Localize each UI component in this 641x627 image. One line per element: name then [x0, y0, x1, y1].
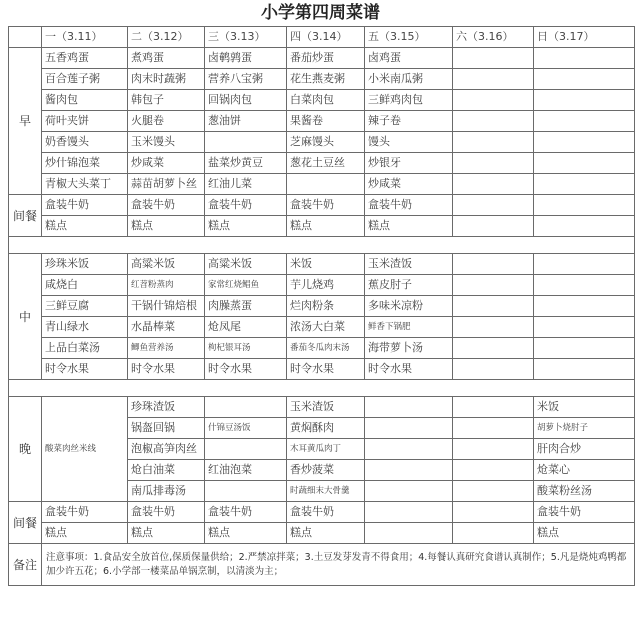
- menu-cell: 煮鸡蛋: [128, 48, 205, 69]
- menu-cell: [534, 69, 635, 90]
- menu-cell: [534, 111, 635, 132]
- menu-cell: 糕点: [128, 216, 205, 237]
- menu-cell: [453, 296, 534, 317]
- menu-cell: 五香鸡蛋: [42, 48, 128, 69]
- menu-cell: 时令水果: [205, 359, 287, 380]
- menu-cell: [365, 523, 453, 544]
- menu-cell: 盒装牛奶: [287, 502, 365, 523]
- menu-cell: 鲜香下锅肥: [365, 317, 453, 338]
- menu-cell: 时令水果: [42, 359, 128, 380]
- menu-cell: 盒装牛奶: [534, 502, 635, 523]
- menu-cell: [534, 216, 635, 237]
- menu-cell: 高粱米饭: [128, 254, 205, 275]
- menu-cell: [534, 338, 635, 359]
- menu-cell: 糕点: [42, 523, 128, 544]
- menu-cell: 红油儿菜: [205, 174, 287, 195]
- lunch-row: [9, 275, 635, 296]
- snack_pm-row: [9, 523, 635, 544]
- menu-cell: 香炒菠菜: [287, 460, 365, 481]
- menu-cell: 酱肉包: [42, 90, 128, 111]
- menu-cell: 荷叶夹饼: [42, 111, 128, 132]
- menu-cell: 糕点: [128, 523, 205, 544]
- menu-cell: 玉米渣饭: [287, 397, 365, 418]
- menu-cell: 盒装牛奶: [287, 195, 365, 216]
- weekly-menu-table: [8, 26, 635, 586]
- menu-cell: 盒装牛奶: [42, 195, 128, 216]
- menu-cell: 盒装牛奶: [205, 502, 287, 523]
- page-title: 小学第四周菜谱: [261, 3, 380, 23]
- menu-cell: 盐菜炒黄豆: [205, 153, 287, 174]
- lunch-row: [9, 254, 635, 275]
- menu-cell: 糕点: [287, 216, 365, 237]
- lunch-label: 中: [9, 254, 42, 380]
- menu-cell: 糕点: [534, 523, 635, 544]
- menu-cell: 珍珠米饭: [42, 254, 128, 275]
- menu-cell: 枸杞银耳汤: [205, 338, 287, 359]
- menu-cell: [453, 48, 534, 69]
- menu-cell: [453, 132, 534, 153]
- menu-cell: 米饭: [287, 254, 365, 275]
- menu-cell: [453, 439, 534, 460]
- menu-cell: [453, 338, 534, 359]
- menu-cell: 小米南瓜粥: [365, 69, 453, 90]
- menu-cell: 果酱卷: [287, 111, 365, 132]
- breakfast-row: [9, 48, 635, 69]
- menu-cell: 炒咸菜: [128, 153, 205, 174]
- menu-cell: 时令水果: [365, 359, 453, 380]
- menu-cell: [365, 439, 453, 460]
- dinner-monday-merged: 酸菜肉丝米线: [42, 397, 128, 502]
- menu-cell: [365, 418, 453, 439]
- notes-row: [9, 544, 635, 586]
- menu-cell: 什锦豆汤饭: [205, 418, 287, 439]
- menu-cell: [453, 111, 534, 132]
- menu-cell: [365, 397, 453, 418]
- day-header: 三（3.13）: [205, 27, 287, 48]
- menu-cell: 珍珠渣饭: [128, 397, 205, 418]
- menu-cell: 葱油饼: [205, 111, 287, 132]
- menu-cell: 糕点: [365, 216, 453, 237]
- menu-cell: 米饭: [534, 397, 635, 418]
- menu-cell: 糕点: [42, 216, 128, 237]
- menu-cell: [205, 132, 287, 153]
- lunch-row: [9, 338, 635, 359]
- day-header: 二（3.12）: [128, 27, 205, 48]
- menu-cell: [453, 523, 534, 544]
- menu-cell: 青椒大头菜丁: [42, 174, 128, 195]
- menu-cell: [534, 48, 635, 69]
- day-header: 一（3.11）: [42, 27, 128, 48]
- day-header: 六（3.16）: [453, 27, 534, 48]
- menu-cell: 火腿卷: [128, 111, 205, 132]
- menu-cell: 咸烧白: [42, 275, 128, 296]
- menu-cell: 鲫鱼营养汤: [128, 338, 205, 359]
- menu-cell: 盒装牛奶: [128, 195, 205, 216]
- menu-cell: [365, 481, 453, 502]
- menu-cell: 高粱米饭: [205, 254, 287, 275]
- dinner-label: 晚: [9, 397, 42, 502]
- menu-cell: 卤鸡蛋: [365, 48, 453, 69]
- menu-cell: 蒜苗胡萝卜丝: [128, 174, 205, 195]
- menu-cell: 肉末时蔬粥: [128, 69, 205, 90]
- menu-cell: 糕点: [205, 523, 287, 544]
- menu-cell: 营养八宝粥: [205, 69, 287, 90]
- snack_am-row: [9, 216, 635, 237]
- snack_pm-row: [9, 502, 635, 523]
- menu-cell: [453, 275, 534, 296]
- menu-cell: 海带萝卜汤: [365, 338, 453, 359]
- menu-cell: [534, 195, 635, 216]
- menu-cell: [453, 254, 534, 275]
- menu-cell: 炒咸菜: [365, 174, 453, 195]
- menu-cell: 上品白菜汤: [42, 338, 128, 359]
- spacer-cell: [9, 237, 635, 254]
- menu-cell: 番茄冬瓜肉末汤: [287, 338, 365, 359]
- spacer-row: [9, 237, 635, 254]
- header-row: [9, 27, 635, 48]
- snack_pm-label: 间餐: [9, 502, 42, 544]
- menu-cell: 回锅肉包: [205, 90, 287, 111]
- menu-cell: 炒什锦泡菜: [42, 153, 128, 174]
- menu-cell: 盒装牛奶: [365, 195, 453, 216]
- menu-cell: 百合莲子粥: [42, 69, 128, 90]
- menu-cell: 馒头: [365, 132, 453, 153]
- menu-cell: 水晶棒菜: [128, 317, 205, 338]
- lunch-row: [9, 317, 635, 338]
- menu-cell: [205, 397, 287, 418]
- day-header: 四（3.14）: [287, 27, 365, 48]
- menu-cell: 白菜肉包: [287, 90, 365, 111]
- menu-cell: [453, 216, 534, 237]
- menu-cell: [534, 359, 635, 380]
- menu-cell: [534, 317, 635, 338]
- menu-cell: [365, 502, 453, 523]
- menu-cell: [453, 481, 534, 502]
- menu-cell: [287, 174, 365, 195]
- menu-cell: 泡椒高笋肉丝: [128, 439, 205, 460]
- menu-cell: 炝菜心: [534, 460, 635, 481]
- menu-cell: 锅盔回锅: [128, 418, 205, 439]
- notes-label: 备注: [9, 544, 42, 586]
- menu-cell: 韩包子: [128, 90, 205, 111]
- menu-cell: 家常红烧鲳鱼: [205, 275, 287, 296]
- menu-cell: 酸菜粉丝汤: [534, 481, 635, 502]
- menu-cell: 花生燕麦粥: [287, 69, 365, 90]
- menu-cell: 炒银牙: [365, 153, 453, 174]
- menu-cell: [453, 502, 534, 523]
- notes-text: 注意事项：1.食品安全放首位,保质保量供给；2.严禁凉拌菜；3.土豆发芽发青不得食用；4.每餐认真研究食谱认真制作；5.凡是烧炖鸡鸭都加少许五花；6.小学部一楼菜品单锅烹制，以清淡为主；: [42, 544, 635, 586]
- menu-cell: 三鲜豆腐: [42, 296, 128, 317]
- menu-cell: [453, 174, 534, 195]
- menu-cell: 时蔬细末大骨羹: [287, 481, 365, 502]
- menu-cell: [534, 132, 635, 153]
- menu-cell: [534, 296, 635, 317]
- lunch-row: [9, 296, 635, 317]
- menu-cell: [453, 90, 534, 111]
- menu-cell: 烂肉粉条: [287, 296, 365, 317]
- menu-cell: [453, 359, 534, 380]
- spacer-cell: [9, 380, 635, 397]
- breakfast-row: [9, 90, 635, 111]
- spacer-row: [9, 380, 635, 397]
- menu-cell: [534, 275, 635, 296]
- snack_am-row: [9, 195, 635, 216]
- breakfast-row: [9, 132, 635, 153]
- menu-cell: 盒装牛奶: [42, 502, 128, 523]
- menu-cell: 南瓜排毒汤: [128, 481, 205, 502]
- menu-cell: [534, 90, 635, 111]
- menu-cell: 糕点: [205, 216, 287, 237]
- menu-cell: 卤鹌鹑蛋: [205, 48, 287, 69]
- menu-cell: [453, 460, 534, 481]
- menu-cell: 三鲜鸡肉包: [365, 90, 453, 111]
- menu-cell: [453, 195, 534, 216]
- menu-cell: [205, 481, 287, 502]
- menu-cell: [534, 254, 635, 275]
- menu-cell: [453, 317, 534, 338]
- menu-cell: 时令水果: [128, 359, 205, 380]
- breakfast-label: 早: [9, 48, 42, 195]
- day-header: 日（3.17）: [534, 27, 635, 48]
- menu-cell: [365, 460, 453, 481]
- menu-cell: 红油泡菜: [205, 460, 287, 481]
- menu-cell: 肉臊蒸蛋: [205, 296, 287, 317]
- menu-cell: 黄焖酥肉: [287, 418, 365, 439]
- breakfast-row: [9, 69, 635, 90]
- menu-cell: 浓汤大白菜: [287, 317, 365, 338]
- menu-cell: 盒装牛奶: [205, 195, 287, 216]
- menu-cell: 木耳黄瓜肉丁: [287, 439, 365, 460]
- menu-cell: [453, 153, 534, 174]
- menu-cell: 奶香馒头: [42, 132, 128, 153]
- menu-cell: 炝白油菜: [128, 460, 205, 481]
- menu-cell: 干锅什锦焙根: [128, 296, 205, 317]
- menu-cell: 芋儿烧鸡: [287, 275, 365, 296]
- dinner-row: [9, 397, 635, 418]
- breakfast-row: [9, 153, 635, 174]
- menu-cell: 糕点: [287, 523, 365, 544]
- snack_am-label: 间餐: [9, 195, 42, 237]
- menu-cell: [453, 397, 534, 418]
- menu-cell: 辣子卷: [365, 111, 453, 132]
- corner-cell: [9, 27, 42, 48]
- menu-cell: 红苕粉蒸肉: [128, 275, 205, 296]
- menu-cell: 炝凤尾: [205, 317, 287, 338]
- menu-cell: 青山绿水: [42, 317, 128, 338]
- lunch-row: [9, 359, 635, 380]
- menu-cell: 玉米渣饭: [365, 254, 453, 275]
- menu-cell: 胡萝卜烧肘子: [534, 418, 635, 439]
- breakfast-row: [9, 174, 635, 195]
- day-header: 五（3.15）: [365, 27, 453, 48]
- menu-cell: [534, 153, 635, 174]
- breakfast-row: [9, 111, 635, 132]
- menu-cell: 多味米凉粉: [365, 296, 453, 317]
- menu-cell: 番茄炒蛋: [287, 48, 365, 69]
- menu-cell: 肝肉合炒: [534, 439, 635, 460]
- menu-cell: 葱花土豆丝: [287, 153, 365, 174]
- menu-cell: [205, 439, 287, 460]
- menu-cell: [453, 69, 534, 90]
- menu-cell: 盒装牛奶: [128, 502, 205, 523]
- menu-cell: [453, 418, 534, 439]
- menu-cell: 玉米馒头: [128, 132, 205, 153]
- menu-cell: [534, 174, 635, 195]
- menu-cell: 蕉皮肘子: [365, 275, 453, 296]
- menu-cell: 时令水果: [287, 359, 365, 380]
- menu-cell: 芝麻馒头: [287, 132, 365, 153]
